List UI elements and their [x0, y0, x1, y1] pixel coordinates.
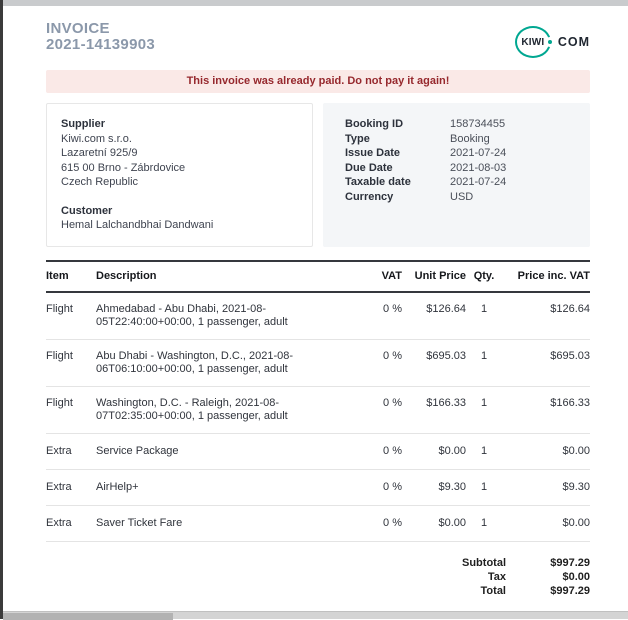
- booking-id-label: Booking ID: [345, 118, 404, 130]
- cell-qty: 1: [466, 292, 502, 340]
- window-left-edge: [0, 0, 3, 619]
- cell-item: Flight: [46, 339, 96, 386]
- cell-vat: 0 %: [370, 386, 402, 433]
- kiwi-logo-dot-icon: [548, 40, 552, 44]
- supplier-country: Czech Republic: [61, 176, 139, 188]
- invoice-page: [46, 21, 590, 598]
- cell-description: Washington, D.C. - Raleigh, 2021-08-07T02:35:00+00:00, 1 passenger, adult: [96, 386, 370, 433]
- cell-price: $166.33: [502, 386, 590, 433]
- currency-value: USD: [450, 190, 474, 203]
- invoice-title-label: INVOICE: [46, 20, 110, 37]
- paid-warning-text: This invoice was already paid. Do not pay it again!: [186, 75, 450, 87]
- issue-date-value: 2021-07-24: [450, 147, 507, 160]
- cell-unit-price: $126.64: [402, 292, 466, 340]
- taxable-date-label: Taxable date: [345, 176, 411, 189]
- cell-vat: 0 %: [370, 339, 402, 386]
- cell-qty: 1: [466, 386, 502, 433]
- supplier-heading: Supplier: [61, 118, 106, 130]
- table-row: [46, 505, 590, 541]
- cell-item: Extra: [46, 433, 96, 469]
- cell-unit-price: $0.00: [402, 433, 466, 469]
- type-value: Booking: [450, 132, 490, 145]
- tax-label: Tax: [487, 570, 506, 583]
- header-item: Item: [46, 261, 96, 292]
- paid-warning-banner: [46, 70, 590, 93]
- total-row: [46, 584, 590, 598]
- kiwi-logo-circle-icon: [515, 26, 551, 58]
- info-boxes: [46, 103, 590, 247]
- type-row: [345, 132, 568, 147]
- line-items-table: [46, 260, 590, 542]
- totals-section: [46, 556, 590, 598]
- subtotal-value: $997.29: [550, 556, 590, 569]
- cell-qty: 1: [466, 339, 502, 386]
- cell-item: Flight: [46, 386, 96, 433]
- subtotal-row: [46, 556, 590, 570]
- customer-heading: Customer: [61, 204, 113, 217]
- total-value: $997.29: [550, 584, 590, 597]
- cell-qty: 1: [466, 433, 502, 469]
- taxable-date-row: [345, 175, 568, 190]
- header-description: Description: [96, 261, 370, 292]
- cell-description: Ahmedabad - Abu Dhabi, 2021-08-05T22:40:00+00:00, 1 passenger, adult: [96, 292, 370, 340]
- table-row: [46, 386, 590, 433]
- taxable-date-value: 2021-07-24: [450, 176, 507, 189]
- currency-row: [345, 190, 568, 205]
- booking-details-box: [323, 103, 590, 247]
- cell-vat: 0 %: [370, 505, 402, 541]
- customer-name: Hemal Lalchandbhai Dandwani: [61, 219, 214, 231]
- kiwi-logo: [515, 26, 590, 58]
- cell-qty: 1: [466, 505, 502, 541]
- cell-unit-price: $0.00: [402, 505, 466, 541]
- issue-date-row: [345, 146, 568, 161]
- table-row: [46, 433, 590, 469]
- subtotal-label: Subtotal: [462, 556, 506, 569]
- cell-vat: 0 %: [370, 292, 402, 340]
- cell-description: AirHelp+: [96, 469, 370, 505]
- cell-item: Extra: [46, 469, 96, 505]
- cell-unit-price: $166.33: [402, 386, 466, 433]
- issue-date-label: Issue Date: [345, 147, 401, 160]
- kiwi-logo-suffix: COM: [557, 35, 590, 49]
- header-qty: Qty.: [466, 261, 502, 292]
- header-unit-price: Unit Price: [402, 261, 466, 292]
- cell-unit-price: $9.30: [402, 469, 466, 505]
- cell-description: Abu Dhabi - Washington, D.C., 2021-08-06T06:10:00+00:00, 1 passenger, adult: [96, 339, 370, 386]
- table-row: [46, 339, 590, 386]
- header-vat: VAT: [370, 261, 402, 292]
- cell-item: Extra: [46, 505, 96, 541]
- invoice-header: [46, 21, 590, 70]
- cell-price: $0.00: [502, 433, 590, 469]
- booking-id-value: 158734455: [450, 118, 506, 130]
- horizontal-scrollbar[interactable]: [0, 611, 628, 619]
- header-price-inc-vat: Price inc. VAT: [502, 261, 590, 292]
- cell-vat: 0 %: [370, 469, 402, 505]
- cell-description: Saver Ticket Fare: [96, 505, 370, 541]
- cell-vat: 0 %: [370, 433, 402, 469]
- invoice-number: 2021-14139903: [46, 36, 156, 53]
- cell-description: Service Package: [96, 433, 370, 469]
- supplier-city: 615 00 Brno - Zábrdovice: [61, 161, 186, 174]
- invoice-title: [46, 21, 155, 53]
- cell-price: $695.03: [502, 339, 590, 386]
- supplier-box: [46, 103, 313, 247]
- booking-id-row: [345, 117, 568, 132]
- table-header-row: [46, 261, 590, 292]
- cell-price: $9.30: [502, 469, 590, 505]
- window-top-edge: [0, 0, 628, 6]
- supplier-street: Lazaretní 925/9: [61, 147, 138, 159]
- cell-price: $0.00: [502, 505, 590, 541]
- type-label: Type: [345, 132, 370, 145]
- cell-unit-price: $695.03: [402, 339, 466, 386]
- kiwi-logo-text: KIWI: [521, 36, 545, 48]
- tax-value: $0.00: [562, 570, 590, 583]
- cell-price: $126.64: [502, 292, 590, 340]
- supplier-name: Kiwi.com s.r.o.: [61, 132, 132, 145]
- table-row: [46, 292, 590, 340]
- total-label: Total: [480, 584, 506, 597]
- cell-qty: 1: [466, 469, 502, 505]
- currency-label: Currency: [345, 190, 394, 203]
- due-date-label: Due Date: [345, 161, 393, 174]
- cell-item: Flight: [46, 292, 96, 340]
- tax-row: [46, 570, 590, 584]
- table-row: [46, 469, 590, 505]
- due-date-value: 2021-08-03: [450, 161, 507, 174]
- due-date-row: [345, 161, 568, 176]
